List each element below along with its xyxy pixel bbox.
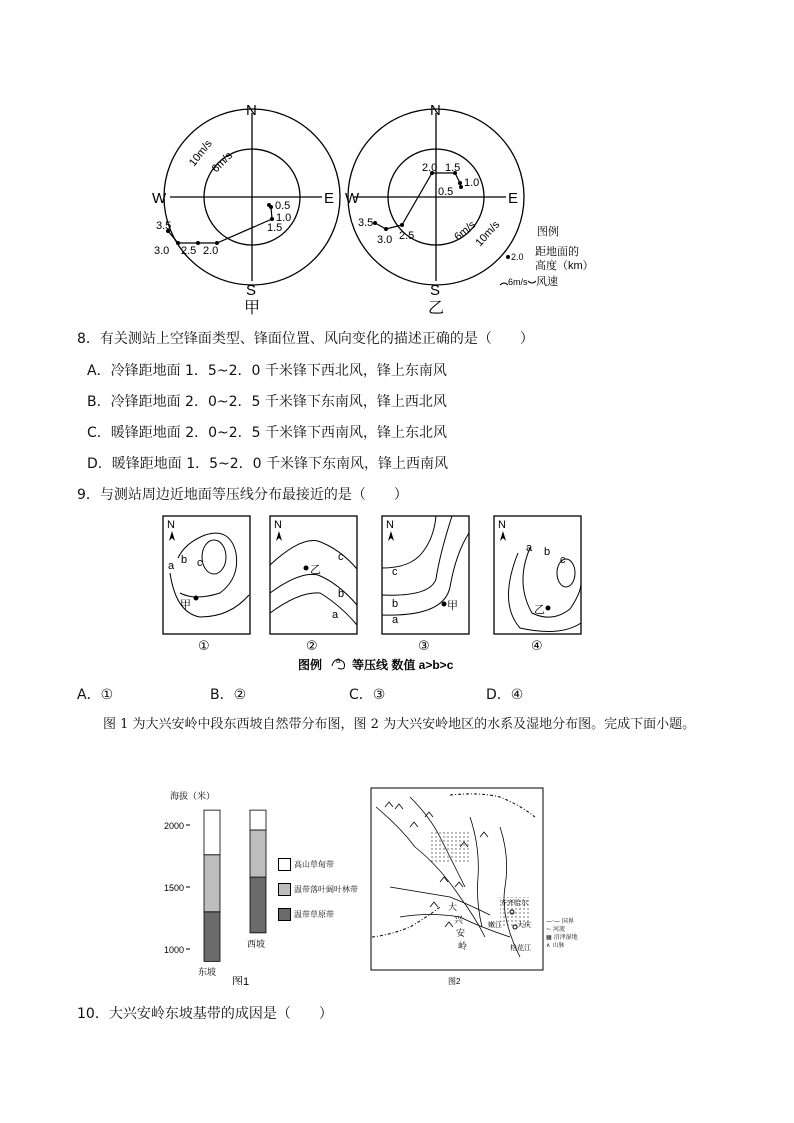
- belt-segment: [204, 855, 220, 912]
- svg-text:b: b: [392, 598, 399, 610]
- q8-option-d[interactable]: D．暖锋距地面 1．5~2．0 千米锋下东南风，锋上西南风: [87, 456, 449, 472]
- fig1-ytick: 1000: [164, 945, 185, 955]
- site-label: 乙: [310, 564, 321, 576]
- ring-label-inner: 6m/s: [209, 149, 235, 176]
- height-label: 2.0: [422, 162, 438, 174]
- fig2-caption: 图2: [448, 977, 461, 986]
- height-label: 1.0: [464, 177, 480, 189]
- svg-text:大: 大: [448, 902, 458, 912]
- isobar-panels: [160, 513, 590, 673]
- height-label: 3.0: [154, 245, 170, 257]
- svg-text:N: N: [167, 519, 175, 531]
- svg-text:岭: 岭: [458, 941, 468, 951]
- compass-n: N: [430, 102, 441, 119]
- map-city-qiqihar: 齐齐哈尔: [500, 900, 528, 907]
- question-10-stem: 10．大兴安岭东坡基带的成因是（ ）: [77, 1006, 333, 1022]
- legend-height-line1: 距地面的: [535, 246, 579, 258]
- height-label: 1.0: [276, 212, 292, 224]
- fig1-legend-item: 高山草甸带: [294, 860, 334, 869]
- svg-text:N: N: [498, 519, 506, 531]
- q9-option-c[interactable]: C．③: [349, 687, 386, 703]
- svg-text:a: a: [336, 656, 341, 665]
- ring-label-outer: 10m/s: [186, 137, 215, 169]
- svg-text:N: N: [274, 519, 282, 531]
- site-label: 甲: [447, 600, 458, 612]
- svg-text:c: c: [560, 554, 566, 566]
- isobar-panel-2: [270, 516, 357, 653]
- height-label: 2.5: [399, 230, 415, 242]
- map-river-songhua: 松花江: [510, 945, 531, 952]
- svg-text:b: b: [338, 588, 345, 600]
- height-label: 1.5: [267, 222, 283, 234]
- q9-option-d[interactable]: D．④: [486, 687, 524, 703]
- height-label: 2.5: [181, 245, 197, 257]
- svg-text:兴: 兴: [454, 915, 464, 925]
- legend-speed: 风速: [536, 276, 558, 288]
- belt-segment: [204, 810, 220, 855]
- svg-text:a: a: [168, 560, 175, 572]
- question-9-stem: 9．与测站周边近地面等压线分布最接近的是（ ）: [77, 487, 408, 503]
- map-city-daqing: 大庆: [517, 922, 531, 929]
- fig1-west-label: 西坡: [247, 939, 266, 949]
- diagram-label-jia: 甲: [244, 300, 261, 317]
- fig1-legend-item: 温带草原带: [294, 910, 334, 919]
- panel-number: ④: [531, 638, 543, 653]
- height-label: 0.5: [275, 200, 291, 212]
- map-legend-items: —·— 国界 ~ 河流 ▦ 沼泽湿地 ∧ 山脉: [546, 918, 578, 949]
- svg-text:b: b: [181, 554, 188, 566]
- compass-s: S: [430, 282, 441, 299]
- panel-number: ③: [418, 638, 430, 653]
- legend-speed-value: 6m/s: [508, 277, 528, 287]
- fig1-legend-item: 温带落叶阔叶林带: [294, 885, 358, 894]
- belt-segment: [250, 810, 266, 830]
- isobar-panel-1: [163, 516, 250, 653]
- svg-text:安: 安: [456, 928, 466, 938]
- svg-text:a: a: [526, 542, 533, 554]
- height-label: 3.5: [156, 220, 172, 232]
- compass-w: W: [345, 190, 360, 207]
- height-label: 2.0: [203, 245, 219, 257]
- svg-text:c: c: [392, 566, 398, 578]
- svg-text:图例: 图例: [298, 658, 323, 672]
- q8-option-c[interactable]: C．暖锋距地面 2．0~2．5 千米锋下西南风，锋上东北风: [87, 425, 448, 441]
- ring-label-outer: 10m/s: [473, 218, 503, 250]
- height-label: 3.0: [377, 234, 393, 246]
- legend-point-value: 2.0: [511, 252, 524, 262]
- ring-label-inner: 6m/s: [452, 218, 479, 244]
- panel-number: ①: [198, 638, 210, 653]
- svg-text:等压线 数值 a>b>c: 等压线 数值 a>b>c: [352, 658, 454, 672]
- height-label: 0.5: [438, 186, 454, 198]
- site-label: 乙: [534, 604, 545, 616]
- svg-text:c: c: [197, 557, 203, 569]
- diagram-label-yi: 乙: [428, 300, 445, 317]
- wind-profile-figure: [140, 95, 600, 325]
- belt-segment: [250, 830, 266, 877]
- height-label: 1.5: [445, 162, 461, 174]
- wind-diagram-jia: [152, 102, 340, 317]
- site-label: 甲: [180, 599, 191, 611]
- compass-w: W: [152, 190, 167, 207]
- panel-number: ②: [306, 638, 318, 653]
- q9-option-a[interactable]: A．①: [77, 687, 114, 703]
- svg-text:a: a: [332, 609, 339, 621]
- isobar-panel-4: [494, 516, 581, 653]
- isobar-legend: [298, 656, 454, 672]
- legend-height-line2: 高度（km）: [535, 260, 594, 272]
- fig1-east-label: 东坡: [198, 967, 217, 977]
- compass-e: E: [508, 190, 519, 207]
- fig1-ytick: 2000: [164, 821, 185, 831]
- legend-title: 图例: [537, 226, 559, 238]
- height-label: 3.5: [358, 217, 374, 229]
- intro-paragraph: 图 1 为大兴安岭中段东西坡自然带分布图，图 2 为大兴安岭地区的水系及湿地分布图。完成下面小题。: [103, 717, 696, 732]
- compass-e: E: [324, 190, 335, 207]
- fig1-ytick: 1500: [164, 883, 185, 893]
- figure-2-map: [370, 787, 546, 987]
- fig1-caption: 图1: [232, 976, 250, 985]
- q9-option-b[interactable]: B．②: [210, 687, 247, 703]
- svg-text:c: c: [338, 551, 344, 563]
- svg-text:b: b: [544, 546, 551, 558]
- q8-option-b[interactable]: B．冷锋距地面 2．0~2．5 千米锋下东南风，锋上西北风: [87, 394, 447, 410]
- question-8-stem: 8．有关测站上空锋面类型、锋面位置、风向变化的描述正确的是（ ）: [77, 331, 534, 347]
- fig1-ylabel: 海拔（米）: [170, 791, 216, 801]
- belt-segment: [204, 912, 220, 962]
- isobar-panel-3: [382, 516, 469, 653]
- svg-text:N: N: [386, 519, 394, 531]
- compass-n: N: [246, 102, 257, 119]
- wind-legend: [500, 224, 594, 288]
- wind-diagram-yi: [345, 102, 524, 317]
- svg-text:a: a: [392, 614, 399, 626]
- map-river-nenjiang: 嫩江: [488, 922, 502, 929]
- q8-option-a[interactable]: A．冷锋距地面 1．5~2．0 千米锋下西北风，锋上东南风: [87, 363, 447, 379]
- compass-s: S: [246, 282, 257, 299]
- belt-segment: [250, 877, 266, 933]
